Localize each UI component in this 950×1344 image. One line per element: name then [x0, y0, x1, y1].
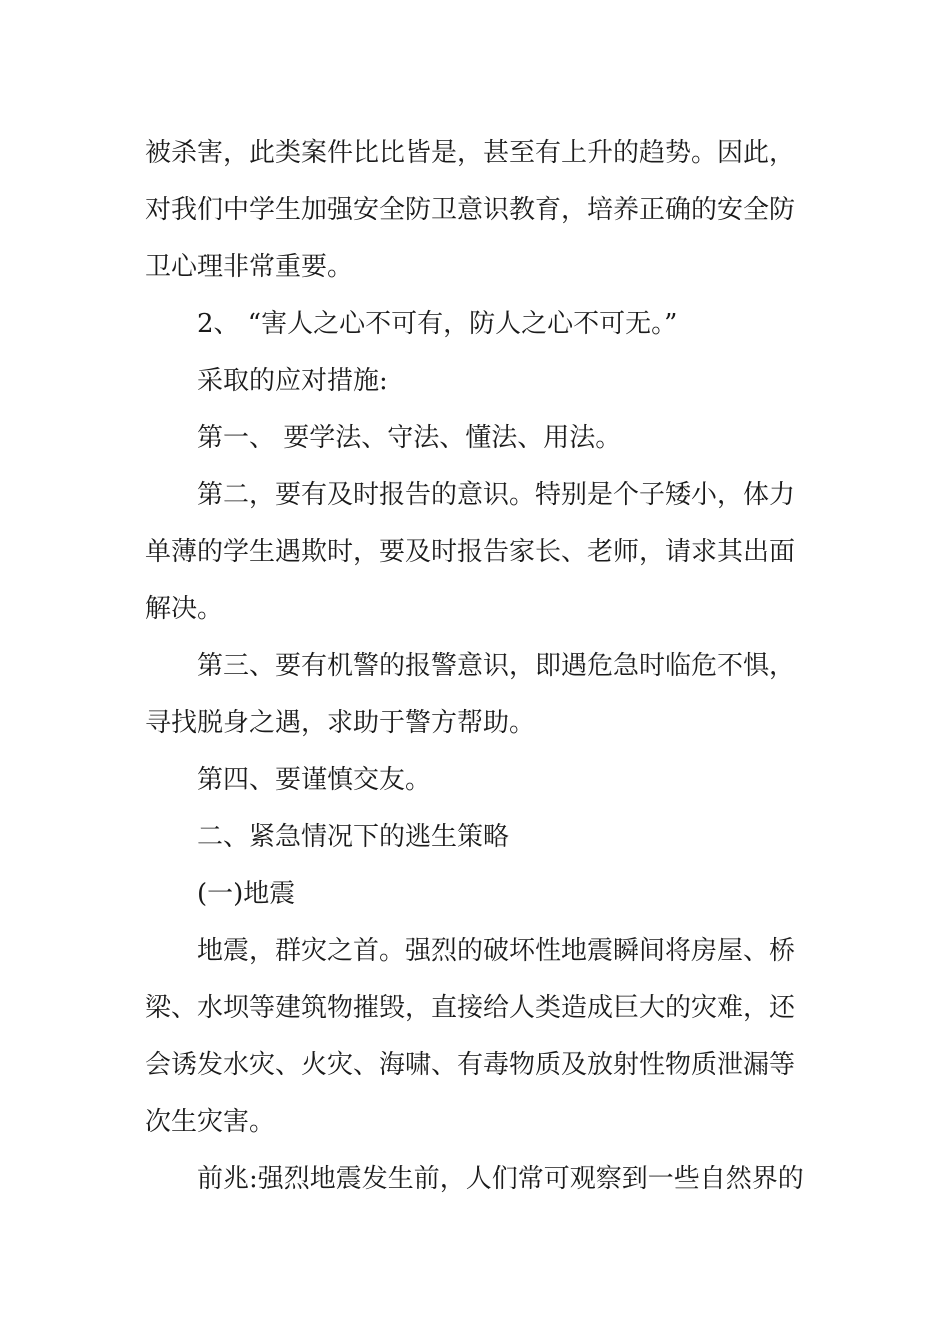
text-line: 被杀害，此类案件比比皆是，甚至有上升的趋势。因此， — [145, 138, 796, 168]
measures-heading: 采取的应对措施: — [197, 366, 388, 396]
measure-item-3: 第三、要有机警的报警意识，即遇危急时临危不惧， — [197, 651, 796, 681]
measure-item-2: 第二，要有及时报告的意识。特别是个子矮小，体力 — [197, 480, 796, 510]
text-line: 地震，群灾之首。强烈的破坏性地震瞬间将房屋、桥 — [197, 936, 796, 966]
text-line: 次生灾害。 — [145, 1107, 276, 1137]
text-line: 梁、水坝等建筑物摧毁，直接给人类造成巨大的灾难，还 — [145, 993, 796, 1023]
subsection-heading: (一)地震 — [197, 879, 296, 909]
text-line: 会诱发水灾、火灾、海啸、有毒物质及放射性物质泄漏等 — [145, 1050, 796, 1080]
measure-item-1: 第一、 要学法、守法、懂法、用法。 — [197, 423, 622, 453]
text-line: 对我们中学生加强安全防卫意识教育，培养正确的安全防 — [145, 195, 796, 225]
quote-line: 2、 “害人之心不可有，防人之心不可无。” — [197, 309, 678, 339]
text-line: 解决。 — [145, 594, 224, 624]
section-heading: 二、紧急情况下的逃生策略 — [197, 822, 510, 852]
text-line: 寻找脱身之遇，求助于警方帮助。 — [145, 708, 536, 738]
measure-item-4: 第四、要谨慎交友。 — [197, 765, 432, 795]
text-line: 前兆:强烈地震发生前，人们常可观察到一些自然界的 — [197, 1164, 804, 1194]
text-line: 卫心理非常重要。 — [145, 252, 354, 282]
text-line: 单薄的学生遇欺时，要及时报告家长、老师，请求其出面 — [145, 537, 796, 567]
